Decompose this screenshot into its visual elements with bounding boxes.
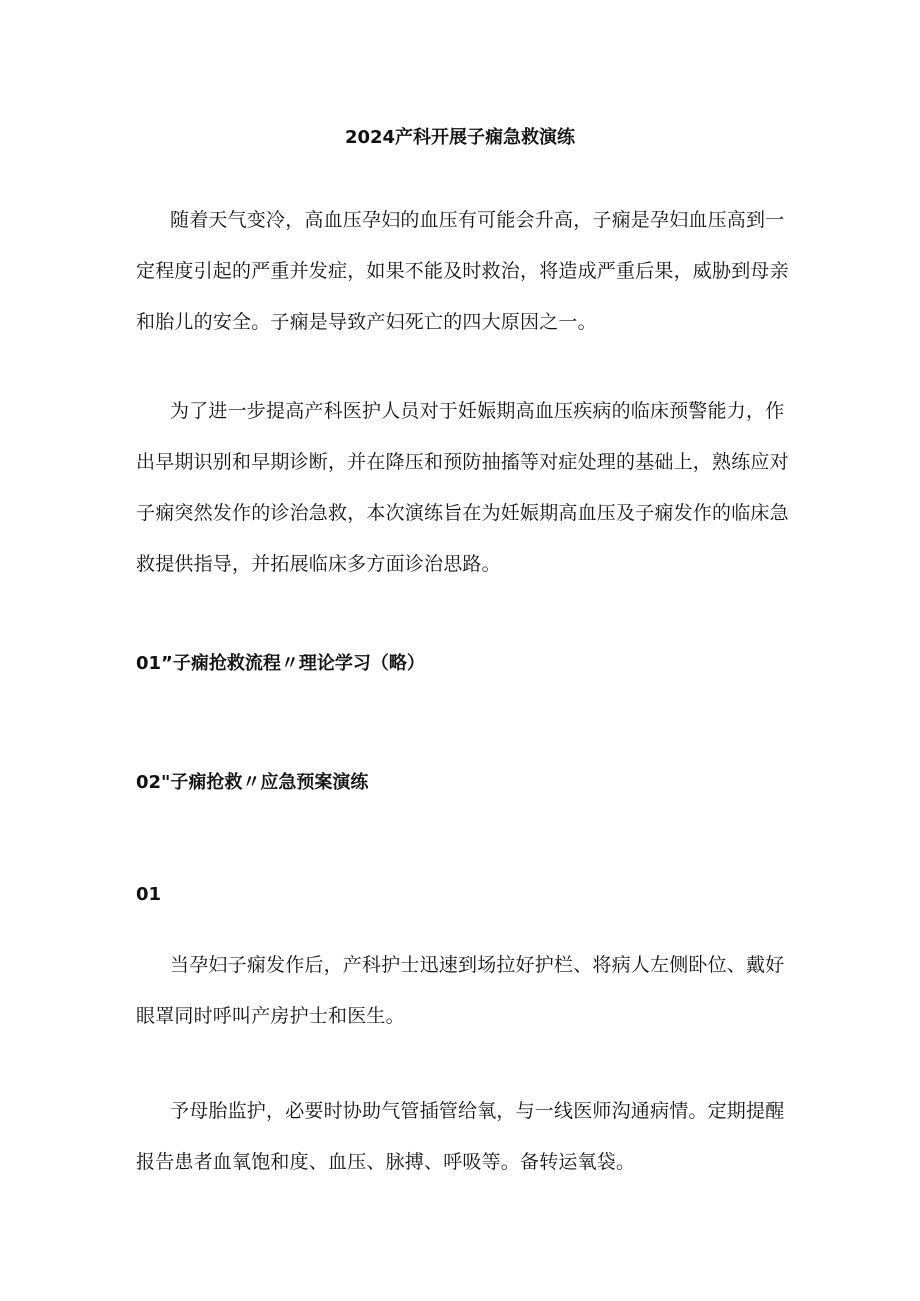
subsection-heading-01: 01 bbox=[136, 884, 162, 905]
document-title: 2024产科开展子痫急救演练 bbox=[344, 127, 576, 148]
step-paragraph-onset: 当孕妇子痫发作后，产科护士迅速到场拉好护栏、将病人左侧卧位、戴好眼罩同时呼叫产房护士和医生。 bbox=[136, 954, 785, 1027]
section-heading-theory: 01”子痫抢救流程〃理论学习（略） bbox=[136, 653, 425, 674]
step-paragraph-monitoring: 予母胎监护，必要时协助气管插管给氧，与一线医师沟通病情。定期提醒报告患者血氧饱和度、血压、脉搏、呼吸等。备转运氧袋。 bbox=[136, 1100, 785, 1173]
purpose-paragraph: 为了进一步提高产科医护人员对于妊娠期高血压疾病的临床预警能力，作出早期识别和早期诊断，并在降压和预防抽搐等对症处理的基础上，熟练应对子痫突然发作的诊治急救，本次演练旨在为妊娠期高血压及子痫发作的临床急救提供指导，并拓展临床多方面诊治思路。 bbox=[136, 400, 789, 575]
intro-paragraph: 随着天气变冷，高血压孕妇的血压有可能会升高，子痫是孕妇血压高到一定程度引起的严重并发症，如果不能及时救治，将造成严重后果，威胁到母亲和胎儿的安全。子痫是导致产妇死亡的四大原因之一。 bbox=[136, 209, 789, 333]
section-heading-drill: 02"子痫抢救〃应急预案演练 bbox=[136, 772, 369, 793]
